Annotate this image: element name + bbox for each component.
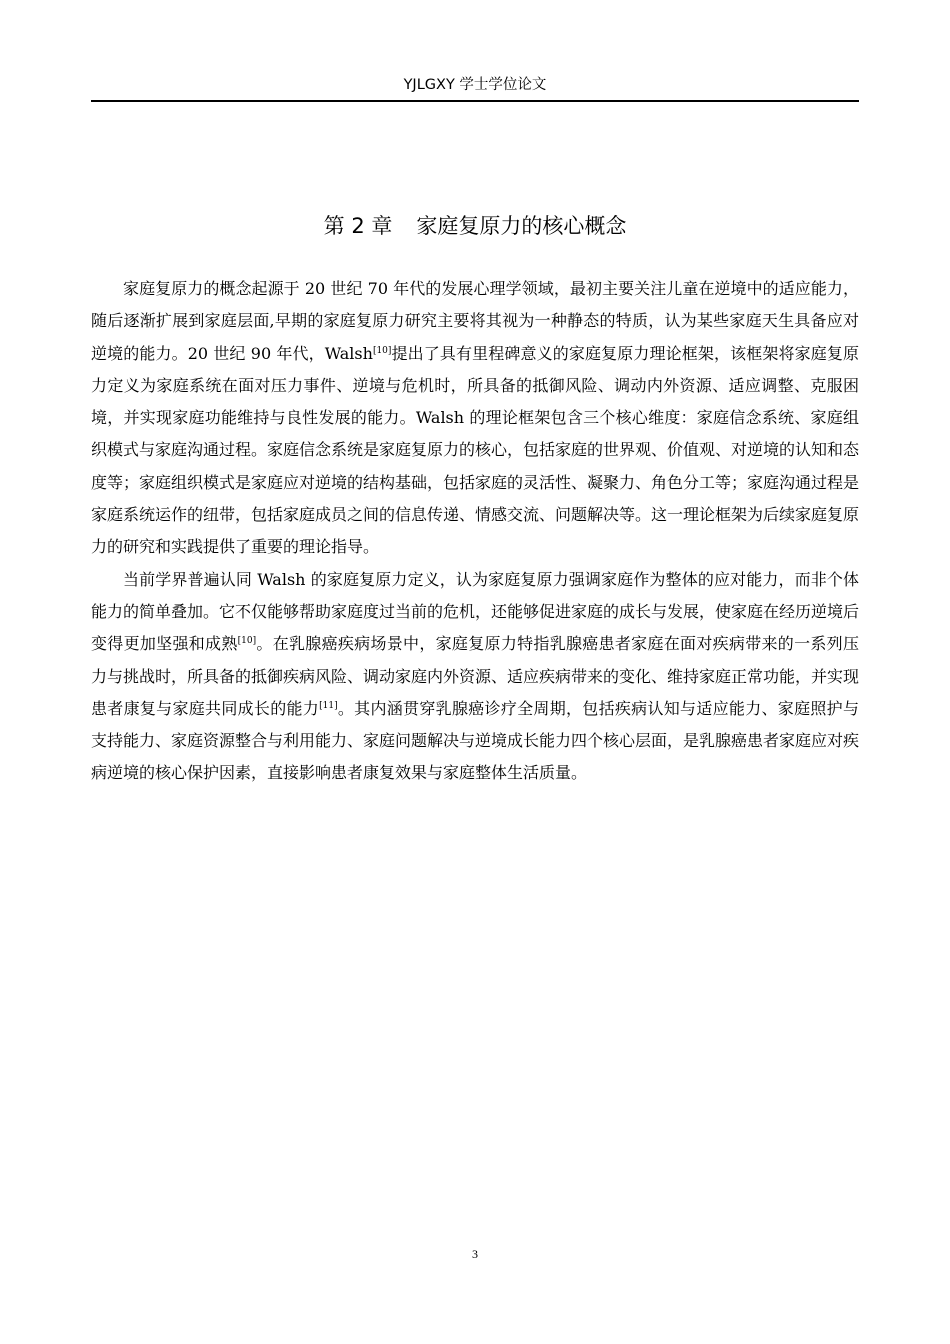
citation: [11] — [319, 700, 338, 711]
paragraph-text: 。在乳腺癌疾病场景中，家庭复原力特指乳腺癌患者家庭在面对疾病带来的一系列压力与挑战时，所具备的抵御疾病风险、调动家庭内外资源、适应疾病带来的变化、维持家庭正常功能，并实现患者康复与家庭共同成长的能力 — [91, 634, 860, 718]
paragraph — [91, 273, 859, 564]
body-text — [91, 273, 859, 790]
citation: [10] — [372, 345, 392, 356]
chapter-title — [91, 208, 859, 244]
citation: [10] — [237, 636, 257, 647]
paragraph-text: 家庭复原力的概念起源于 20 世纪 70 年代的发展心理学领域，最初主要关注儿童在逆境中的适应能力，随后逐渐扩展到家庭层面,早期的家庭复原力研究主要将其视为一种静态的特质，认为某些家庭天生具备应对逆境的能力。20 世纪 90 年代，Walsh — [91, 279, 859, 363]
running-header: YJLGXY 学士学位论文 — [403, 77, 547, 93]
paragraph-text: 当前学界普遍认同 Walsh 的家庭复原力定义，认为家庭复原力强调家庭作为整体的应对能力，而非个体能力的简单叠加。它不仅能够帮助家庭度过当前的危机，还能够促进家庭的成长与发展，使家庭在经历逆境后变得更加坚强和成熟 — [91, 569, 860, 654]
page-number: 3 — [472, 1247, 478, 1261]
paragraph-text: 提出了具有里程碑意义的家庭复原力理论框架，该框架将家庭复原力定义为家庭系统在面对压力事件、逆境与危机时，所具备的抵御风险、调动内外资源、适应调整、克服困境，并实现家庭功能维持与良性发展的能力。Walsh 的理论框架包含三个核心维度：家庭信念系统、家庭组织模式与家庭沟通过程。家庭信念系统是家庭复原力的核心，包括家庭的世界观、价值观、对逆境的认知和态度等；家庭组织模式是家庭应对逆境的结构基础，包括家庭的灵活性、凝聚力、角色分工等；家庭沟通过程是家庭系统运作的纽带，包括家庭成员之间的信息传递、情感交流、问题解决等。这一理论框架为后续家庭复原力的研究和实践提供了重要的理论指导。 — [91, 343, 860, 557]
header-rule — [91, 100, 859, 102]
chapter-title-text: 家庭复原力的核心概念 — [416, 214, 627, 238]
chapter-number: 第 2 章 — [323, 214, 393, 238]
paragraph-text: 。其内涵贯穿乳腺癌诊疗全周期，包括疾病认知与适应能力、家庭照护与支持能力、家庭资源整合与利用能力、家庭问题解决与逆境成长能力四个核心层面，是乳腺癌患者家庭应对疾病逆境的核心保护因素，直接影响患者康复效果与家庭整体生活质量。 — [91, 698, 860, 783]
paragraph — [91, 564, 859, 790]
